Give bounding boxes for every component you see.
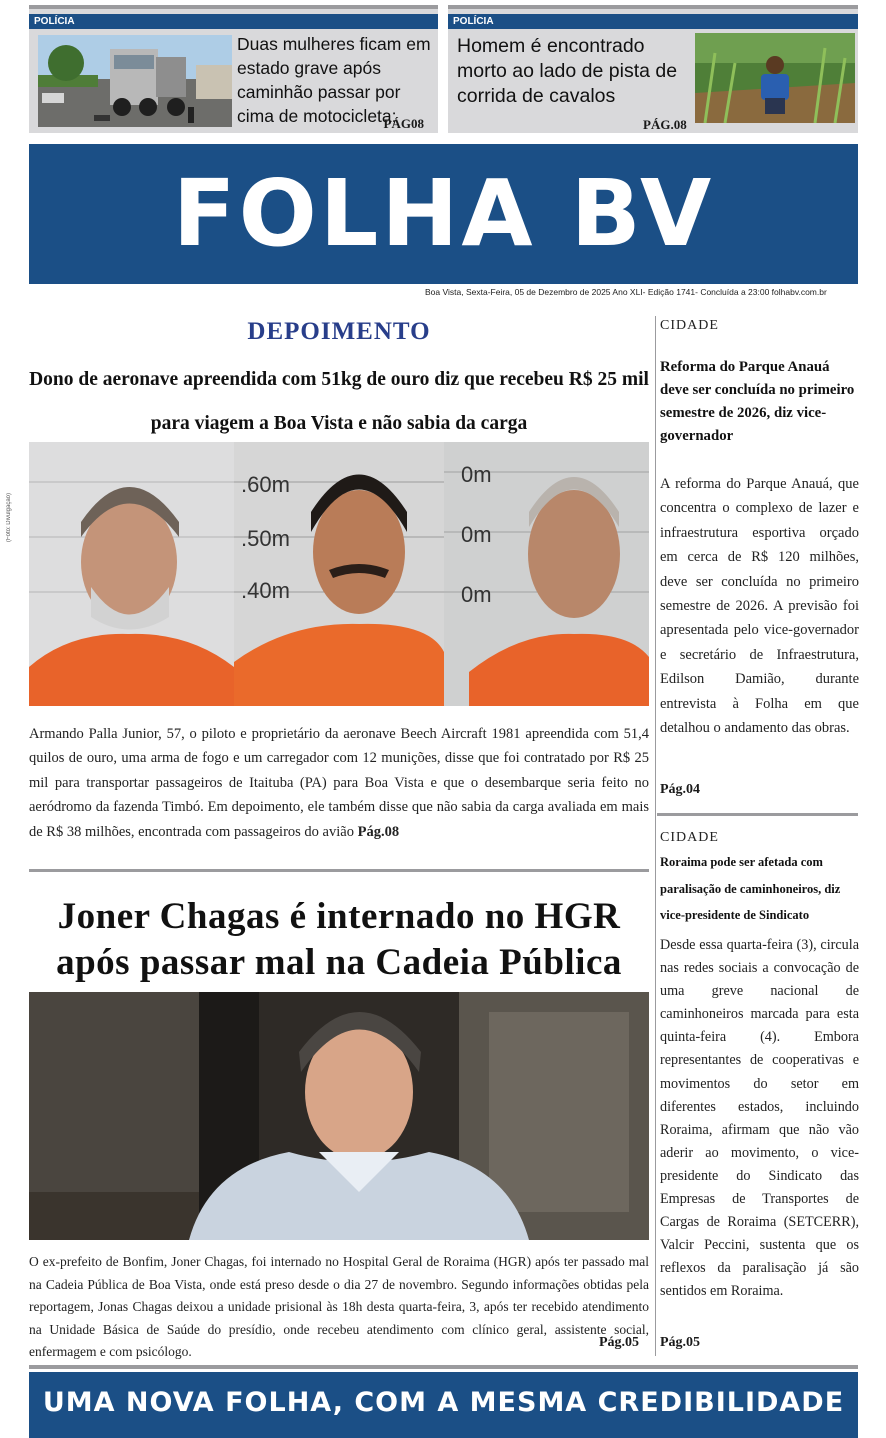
footer-banner — [29, 1372, 858, 1438]
teaser-left[interactable] — [29, 5, 438, 133]
story-headline[interactable]: Dono de aeronave apreendida com 51kg de ouro diz que recebeu R$ 25 mil para viagem a Boa Vista e não sabia da carga — [29, 369, 649, 434]
page-ref[interactable]: Pág.04 — [660, 782, 701, 797]
teaser-top-rule — [29, 5, 438, 9]
story-body — [29, 722, 649, 844]
mugshot-height-label: .50m — [241, 526, 290, 551]
footer-rule — [29, 1365, 858, 1369]
teaser-page-ref: PÁG.08 — [643, 117, 687, 132]
teaser-category: POLÍCIA — [448, 14, 858, 29]
lead-photo-joner-chagas[interactable] — [29, 992, 649, 1240]
teaser-photo-truck-accident[interactable] — [38, 35, 232, 127]
teaser-right[interactable] — [448, 5, 858, 133]
mugshot-height-label: .60m — [241, 472, 290, 497]
teaser-top-rule — [448, 5, 858, 9]
story-kicker: DEPOIMENTO — [247, 318, 431, 345]
masthead — [29, 144, 858, 284]
section-divider — [29, 869, 649, 872]
page-ref[interactable]: Pág.05 — [660, 1335, 701, 1350]
story-body-text: Armando Palla Junior, 57, o piloto e proprietário da aeronave Beech Aircraft 1981 apreendida com 51,4 quilos de ouro, uma arma de fogo e um carregador com 12 munições, disse que foi contratado por R$ 25 mil para transportar passageiros de Itaituba (PA) para Boa Vista e que o desembarque seria feito no aeródromo da fazenda Timbó. Em depoimento, ele também disse que não sabia da carga avaliada em mais de R$ 38 milhões, encontrada com passageiros do avião — [29, 726, 649, 840]
teaser-photo-man-in-field[interactable] — [695, 33, 855, 123]
sidebar-divider — [657, 813, 858, 816]
masthead-title[interactable]: FOLHA BV — [172, 160, 715, 267]
footer-slogan: UMA NOVA FOLHA, COM A MESMA CREDIBILIDADE — [42, 1387, 845, 1418]
sidebar-body: Desde essa quarta-feira (3), circula nas redes sociais a convocação de uma greve nacional de caminhoneiros marcada para esta quinta-feira (4). Embora representantes de cooperativas e movimentos do setor em diferentes estados, incluindo Roraima, afirmam que não vão aderir ao movimento, o vice-presidente do Sindicato das Empresas de Transportes de Cargas de Roraima (SETCERR), Valcir Peccini, sustenta que os reflexos da paralisação já são sentidos em Roraima. — [660, 937, 859, 1300]
sidebar-category: CIDADE — [660, 318, 719, 333]
dateline: Boa Vista, Sexta-Feira, 05 de Dezembro de 2025 Ano XLI- Edição 1741- Concluída a 23:00 folhabv.com.br — [425, 287, 827, 297]
photo-credit: (Foto: Divulgação) — [6, 493, 12, 543]
sidebar-divider — [655, 316, 656, 1356]
mugshot-height-label: 0m — [461, 522, 492, 547]
sidebar-headline[interactable]: Reforma do Parque Anauá deve ser concluída no primeiro semestre de 2026, diz vice-governador — [660, 359, 855, 444]
page-ref[interactable]: Pág.08 — [357, 823, 400, 840]
mugshot-height-label: 0m — [461, 462, 492, 487]
sidebar-headline[interactable]: Roraima pode ser afetada com paralisação de caminhoneiros, diz vice-presidente de Sindicato — [660, 855, 841, 922]
sidebar-category: CIDADE — [660, 830, 719, 845]
mugshot-height-label: .40m — [241, 578, 290, 603]
teaser-headline[interactable]: Duas mulheres ficam em estado grave após caminhão passar por cima de motocicleta; — [237, 34, 431, 126]
teaser-headline[interactable]: Homem é encontrado morto ao lado de pista de corrida de cavalos — [457, 35, 678, 107]
teaser-page-ref: PÁG08 — [383, 116, 424, 131]
page-ref[interactable]: Pág.05 — [599, 1335, 640, 1350]
mugshot-photo[interactable] — [29, 442, 649, 706]
mugshot-height-label: 0m — [461, 582, 492, 607]
teaser-category: POLÍCIA — [29, 14, 438, 29]
lead-headline[interactable]: Joner Chagas é internado no HGR após passar mal na Cadeia Pública — [56, 896, 622, 983]
lead-body: O ex-prefeito de Bonfim, Joner Chagas, foi internado no Hospital Geral de Roraima (HGR) após ter passado mal na Cadeia Pública de Boa Vista, onde está preso desde o dia 27 de novembro. Segundo informações obtidas pela reportagem, Jonas Chagas deixou a unidade prisional às 18h desta quarta-feira, 3, após ter recebido atendimento na Unidade Básica de Saúde do presídio, onde recebeu atendimento com clínico geral, assistente social, enfermagem e com psicólogo. — [29, 1254, 649, 1360]
sidebar-body: A reforma do Parque Anauá, que concentra o complexo de lazer e infraestrutura esportiva orçado em cerca de R$ 120 milhões, deve ser concluída no primeiro semestre de 2026. A previsão foi apresentada pelo vice-governador e secretário de Infraestrutura, Edilson Damião, durante entrevista à Folha em que detalhou o andamento das obras. — [660, 476, 859, 737]
